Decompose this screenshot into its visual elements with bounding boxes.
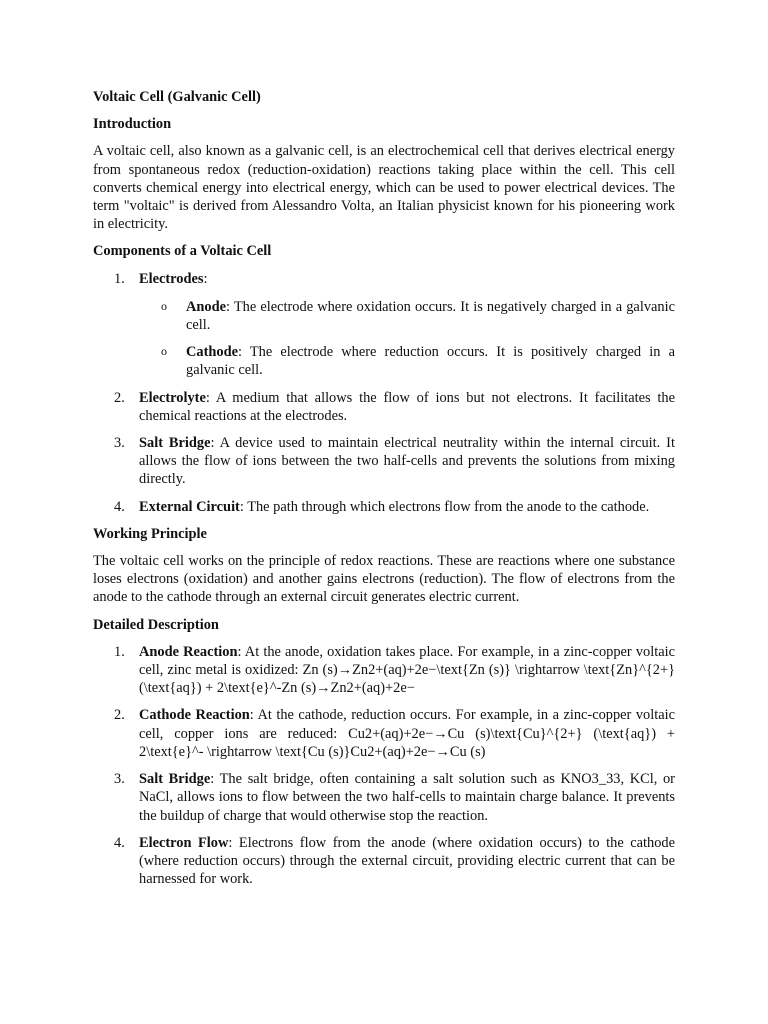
section-heading-introduction: Introduction <box>93 116 172 133</box>
working-principle-paragraph: The voltaic cell works on the principle of redox reactions. These are reactions where one substance loses electrons (oxidation) and another gains electrons (reduction). The flow of electrons from the anode to the cathode through an external circuit generates electric current. <box>93 553 675 606</box>
list-item <box>93 643 675 698</box>
list-term: Cathode Reaction <box>139 707 250 724</box>
list-number: 4. <box>114 498 125 515</box>
list-term: Salt Bridge <box>139 435 211 452</box>
list-item <box>93 270 675 380</box>
introduction-paragraph: A voltaic cell, also known as a galvanic cell, is an electrochemical cell that derives electrical energy from spontaneous redox (reduction-oxidation) reactions taking place within the cell. This cell converts chemical energy into electrical energy, which can be used to power electrical devices. The term "voltaic" is derived from Alessandro Volta, an Italian physicist known for his pioneering work in electricity. <box>93 143 675 233</box>
list-item <box>93 389 675 425</box>
electrodes-sublist <box>139 298 675 380</box>
list-text: : A device used to maintain electrical neutrality within the internal circuit. It allows the flow of ions between the two half-cells and prevents the solutions from mixing directly. <box>139 435 675 488</box>
list-item <box>93 434 675 489</box>
list-text: : The electrode where reduction occurs. It is positively charged in a galvanic cell. <box>186 344 675 379</box>
list-term: Electron Flow <box>139 834 229 851</box>
list-text: : A medium that allows the flow of ions but not electrons. It facilitates the chemical reactions at the electrodes. <box>139 389 675 424</box>
section-heading-components: Components of a Voltaic Cell <box>93 243 272 260</box>
list-text: : At the cathode, reduction occurs. For example, in a zinc-copper voltaic cell, copper ions are reduced: Cu2+(aq)+2e−→Cu (s)\text{Cu}^{2+} (\text{aq}) + 2\text{e}^- \rightarrow \text{Cu (s)}Cu2+(aq)+2e−→Cu (s) <box>139 707 675 760</box>
list-term: External Circuit <box>139 498 240 515</box>
sublist-item <box>139 343 675 379</box>
list-number: 4. <box>114 834 125 851</box>
list-item <box>93 498 675 516</box>
list-text: : <box>203 270 208 287</box>
list-term: Electrodes <box>139 270 204 287</box>
list-term: Electrolyte <box>139 389 206 406</box>
list-text: : At the anode, oxidation takes place. For example, in a zinc-copper voltaic cell, zinc metal is oxidized: Zn (s)→Zn2+(aq)+2e−\text{Zn (s)} \rightarrow \text{Zn}^{2+} (\text{aq}) + 2\text{e}^-Zn (s)→Zn2+(aq)+2e− <box>139 643 675 697</box>
list-item <box>93 834 675 889</box>
list-number: 2. <box>114 707 125 724</box>
list-item <box>93 770 675 825</box>
detailed-list <box>93 643 675 888</box>
circle-bullet-icon: o <box>161 298 167 313</box>
list-term: Salt Bridge <box>139 771 211 788</box>
list-term: Cathode <box>186 344 238 361</box>
list-number: 3. <box>114 435 125 452</box>
list-text: : The salt bridge, often containing a salt solution such as KNO3_33, KCl, or NaCl, allows ions to flow between the two half-cells to maintain charge balance. It prevents the buildup of charge that would otherwise stop the reaction. <box>139 771 675 824</box>
list-text: : Electrons flow from the anode (where oxidation occurs) to the cathode (where reduction occurs) through the external circuit, providing electric current that can be harnessed for work. <box>139 834 676 888</box>
list-number: 3. <box>114 771 125 788</box>
list-number: 2. <box>114 389 125 406</box>
list-number: 1. <box>114 643 125 660</box>
list-term: Anode <box>186 298 226 315</box>
list-text: : The path through which electrons flow from the anode to the cathode. <box>239 498 650 515</box>
circle-bullet-icon: o <box>161 344 167 359</box>
list-item <box>93 706 675 761</box>
sublist-item <box>139 298 675 334</box>
section-heading-working-principle: Working Principle <box>93 525 207 542</box>
section-heading-detailed-description: Detailed Description <box>93 616 219 633</box>
list-text: : The electrode where oxidation occurs. It is negatively charged in a galvanic cell. <box>186 298 675 334</box>
document-title: Voltaic Cell (Galvanic Cell) <box>93 89 261 105</box>
components-list <box>93 270 675 516</box>
list-term: Anode Reaction <box>139 643 238 660</box>
list-number: 1. <box>114 270 125 287</box>
